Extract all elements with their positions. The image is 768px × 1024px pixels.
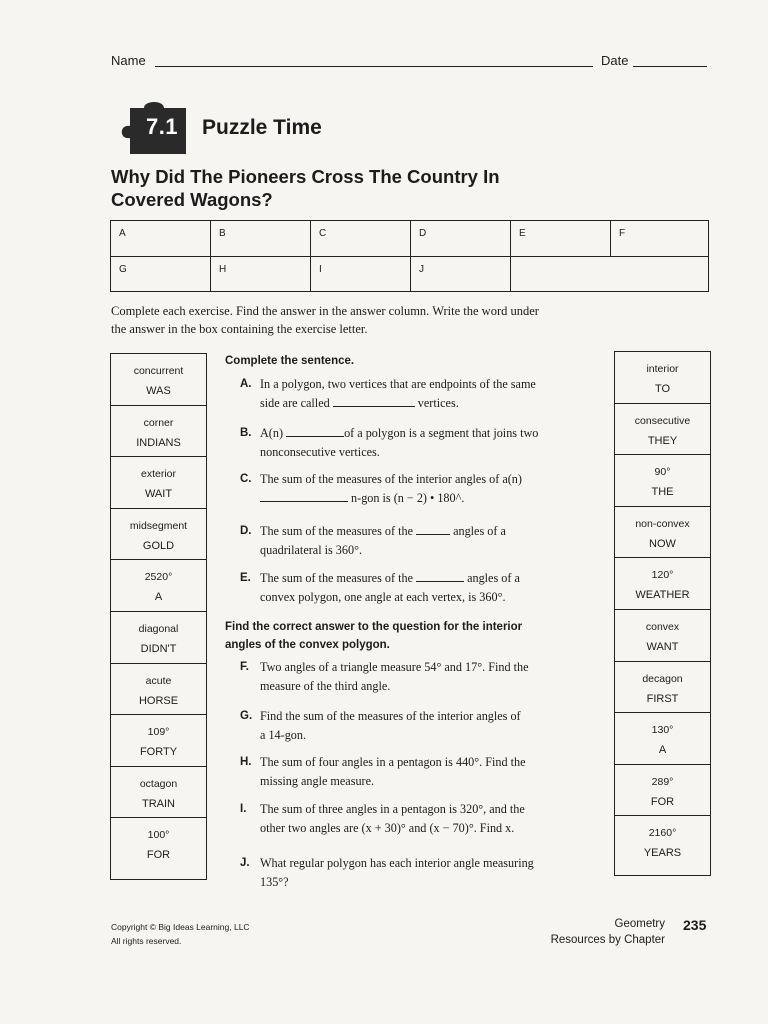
riddle-question: Why Did The Pioneers Cross The Country In Covered Wagons? [111,166,500,210]
answer-blank[interactable] [333,406,415,407]
exercise-d: D. The sum of the measures of the angles of a quadrilateral is 360°. [240,524,506,557]
answer-box: 130° A [615,713,710,765]
section-heading: Find the correct answer to the question for the interior angles of the convex polygon. [225,621,523,651]
answer-box: decagon FIRST [615,662,710,714]
answer-box: convex WANT [615,610,710,662]
left-answer-column [110,353,207,880]
grid-cell-c[interactable]: C [311,221,411,257]
answer-box: 109° FORTY [111,715,206,767]
answer-box: octagon TRAIN [111,767,206,819]
answer-grid [110,220,709,292]
answer-box: 2160° YEARS [643,827,682,860]
copyright-notice: Copyright © Big Ideas Learning, LLC All rights reserved. [111,922,250,946]
instructions: Complete each exercise. Find the answer in the answer column. Write the word under the answer in the box containing the exercise letter. [111,304,539,336]
section-heading: Complete the sentence. [225,355,355,367]
exercise-c: C. The sum of the measures of the interior angles of a(n) n-gon is (n − 2) • 180^. [240,472,522,505]
answer-box: 289° FOR [615,765,710,817]
answer-blank[interactable] [416,534,450,535]
answer-box: non-convex NOW [615,507,710,559]
answer-box: 100° FOR [146,829,171,862]
answer-box: midsegment GOLD [111,509,206,561]
grid-cell-a[interactable]: A [111,221,211,257]
exercise-f: F. Two angles of a triangle measure 54° and 17°. Find the measure of the third angle. [240,660,529,693]
answer-box: corner INDIANS [111,406,206,458]
answer-box: diagonal DIDN'T [111,612,206,664]
exercise-b: B. A(n) of a polygon is a segment that joins two nonconsecutive vertices. [240,426,539,459]
grid-cell-g[interactable]: G [111,257,211,291]
grid-cell-j[interactable]: J [411,257,511,291]
answer-box: acute HORSE [111,664,206,716]
name-label: Name [111,53,146,68]
answer-box: 120° WEATHER [615,558,710,610]
exercise-i: I. The sum of three angles in a pentagon is 320°, and the other two angles are (x + 30)° and (x − 70)°. Find x. [240,802,525,835]
answer-box: exterior WAIT [111,457,206,509]
exercise-j: J. What regular polygon has each interior angle measuring 135°? [240,856,534,889]
lesson-number: 7.1 [145,114,179,139]
answer-box: interior TO [615,352,710,404]
date-label: Date [601,53,629,68]
answer-blank[interactable] [260,501,348,502]
right-answer-column [614,351,711,876]
grid-cell-f[interactable]: F [611,221,708,257]
exercise-e: E. The sum of the measures of the angles of a convex polygon, one angle at each vertex, is 360°. [240,571,520,604]
answer-box: consecutive THEY [615,404,710,456]
answer-blank[interactable] [286,436,344,437]
answer-box: concurrent WAS [111,354,206,406]
grid-cell-i[interactable]: I [311,257,411,291]
answer-box: 90° THE [615,455,710,507]
grid-cell-empty [511,257,708,291]
exercise-h: H. The sum of four angles in a pentagon is 440°. Find the missing angle measure. [240,755,526,788]
grid-cell-d[interactable]: D [411,221,511,257]
date-field[interactable] [633,66,707,67]
grid-cell-e[interactable]: E [511,221,611,257]
exercise-g: G. Find the sum of the measures of the interior angles of a 14-gon. [240,709,521,742]
name-field[interactable] [155,66,593,67]
page-title: Puzzle Time [202,116,322,139]
grid-cell-h[interactable]: H [211,257,311,291]
answer-box: 2520° A [111,560,206,612]
exercise-a: A. In a polygon, two vertices that are endpoints of the same side are called vertices. [240,377,536,410]
book-title: Geometry Resources by Chapter [550,918,665,946]
grid-cell-b[interactable]: B [211,221,311,257]
page-number: 235 [683,917,707,933]
answer-blank[interactable] [416,581,464,582]
